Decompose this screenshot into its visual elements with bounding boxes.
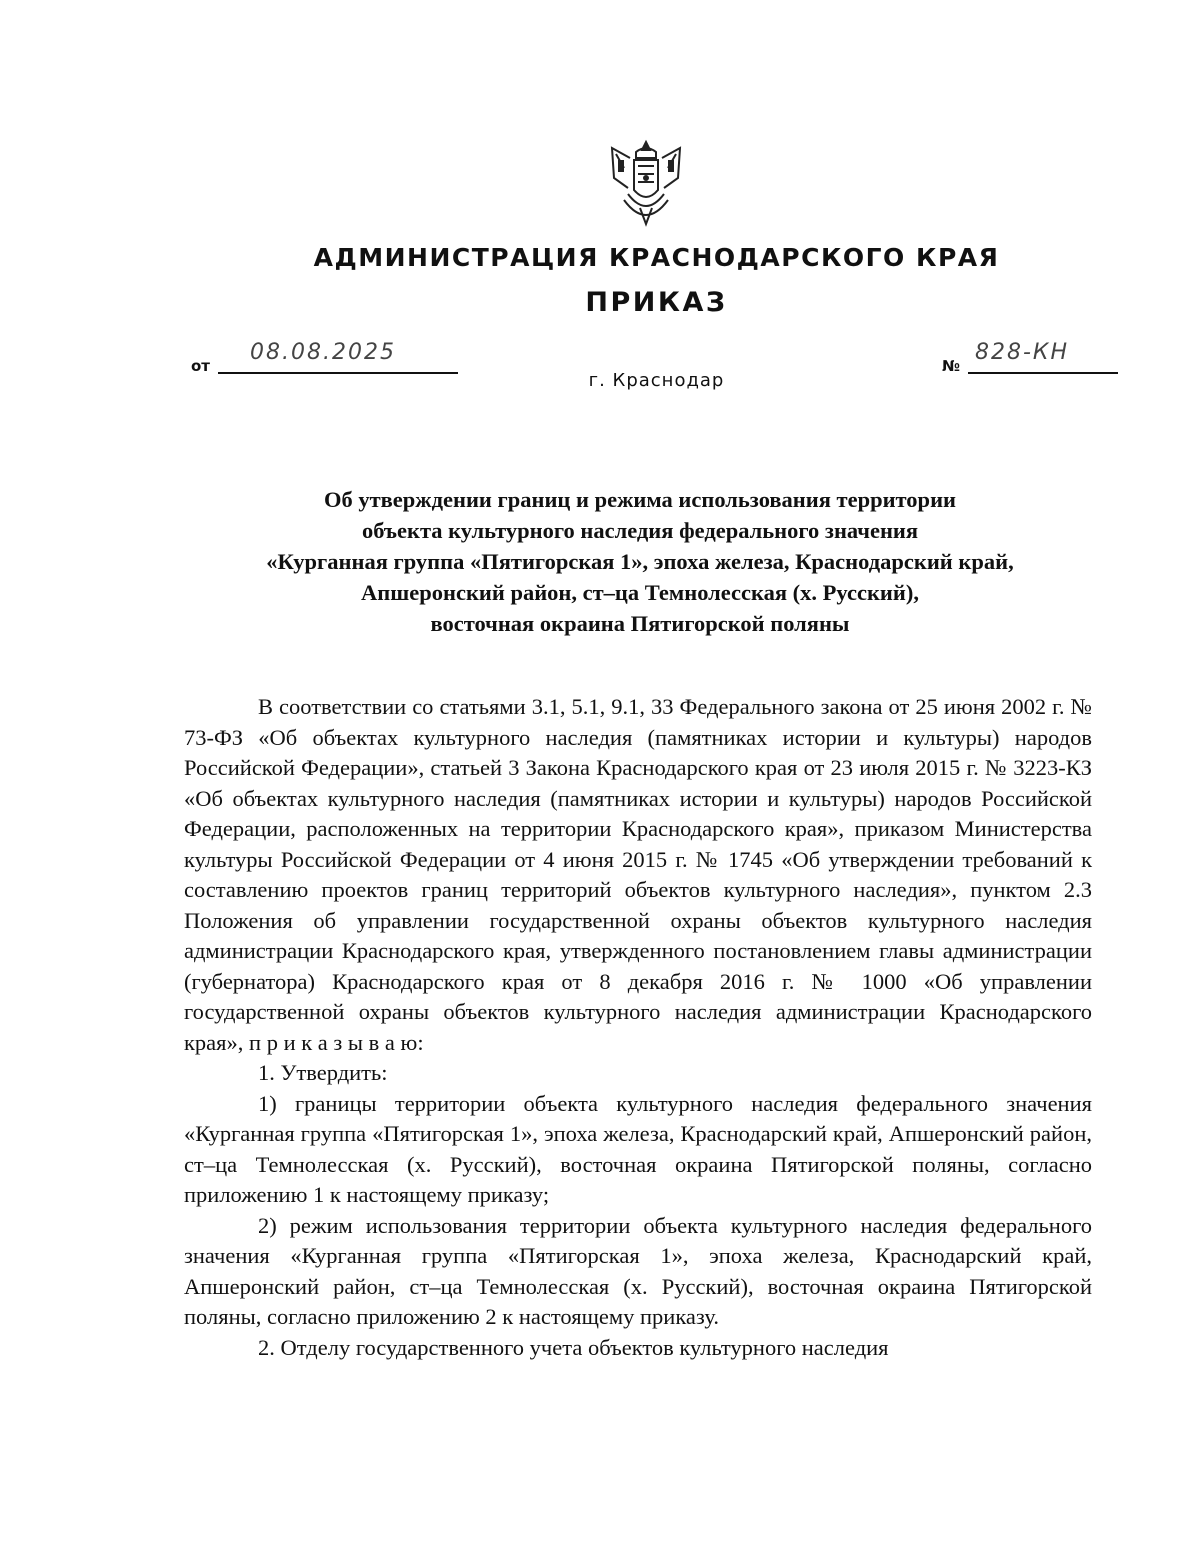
number-value: 828-КН (975, 340, 1070, 365)
document-body (184, 692, 1092, 1363)
date-value: 08.08.2025 (250, 340, 396, 365)
preamble-paragraph (184, 692, 1092, 1058)
item-2: 2. Отделу государственного учета объектов культурного наследия (258, 1334, 889, 1360)
city: г. Краснодар (588, 370, 725, 391)
title-line: восточная окраина Пятигорской поляны (430, 611, 850, 636)
title-line: «Курганная группа «Пятигорская 1», эпоха железа, Краснодарский край, (266, 549, 1014, 574)
title-line: объекта культурного наследия федерального значения (361, 518, 919, 543)
document-title (180, 484, 1100, 639)
document-type: ПРИКАЗ (585, 287, 728, 318)
item-1: 1. Утвердить: (258, 1060, 388, 1085)
item-1-2: 2) режим использования территории объекта культурного наследия федерального значения «Курганная группа «Пятигорская 1», эпоха железа, Краснодарский край, Апшеронский район, ст–ца Темнолесская (х. Русский), восточная окраина Пятигорской поляны, согласно приложению 2 к настоящему приказу. (184, 1212, 1092, 1329)
title-line: Об утверждении границ и режима использования территории (323, 487, 957, 512)
preamble-text: В соответствии со статьями 3.1, 5.1, 9.1, 33 Федерального закона от 25 июня 2002 г. № 73-ФЗ «Об объектах культурного наследия (памятниках истории и культуры) народов Российской Федерации», статьей 3 Закона Краснодарского края от 23 июля 2015 г. № 3223-КЗ «Об объектах культурного наследия (памятниках истории и культуры) народов Российской Федерации, расположенных на территории Краснодарского края», приказом Министерства культуры Российской Федерации от 4 июня 2015 г. № 1745 «Об утверждении требований к составлению проектов границ территорий объектов культурного наследия», пунктом 2.3 Положения об управлении государственной охраны объектов культурного наследия администрации Краснодарского края, утвержденного постановлением главы администрации (губернатора) Краснодарского края от 8 декабря 2016 г. № 1000 «Об управлении государственной охраны объектов культурного наследия администрации Краснодарского края», (184, 694, 1092, 1055)
date-label: от (191, 357, 210, 375)
krasnodar-coat-of-arms-icon (606, 138, 686, 230)
order-word: п р и к а з ы в а ю: (249, 1029, 424, 1055)
item-1-1: 1) границы территории объекта культурного наследия федерального значения «Курганная группа «Пятигорская 1», эпоха железа, Краснодарский край, Апшеронский район, ст–ца Темнолесская (х. Русский), восточная окраина Пятигорской поляны, согласно приложению 1 к настоящему приказу; (184, 1090, 1092, 1207)
title-line: Апшеронский район, ст–ца Темнолесская (х. Русский), (361, 580, 919, 605)
organization-name: АДМИНИСТРАЦИЯ КРАСНОДАРСКОГО КРАЯ (313, 243, 1000, 272)
number-label: № (942, 357, 961, 375)
